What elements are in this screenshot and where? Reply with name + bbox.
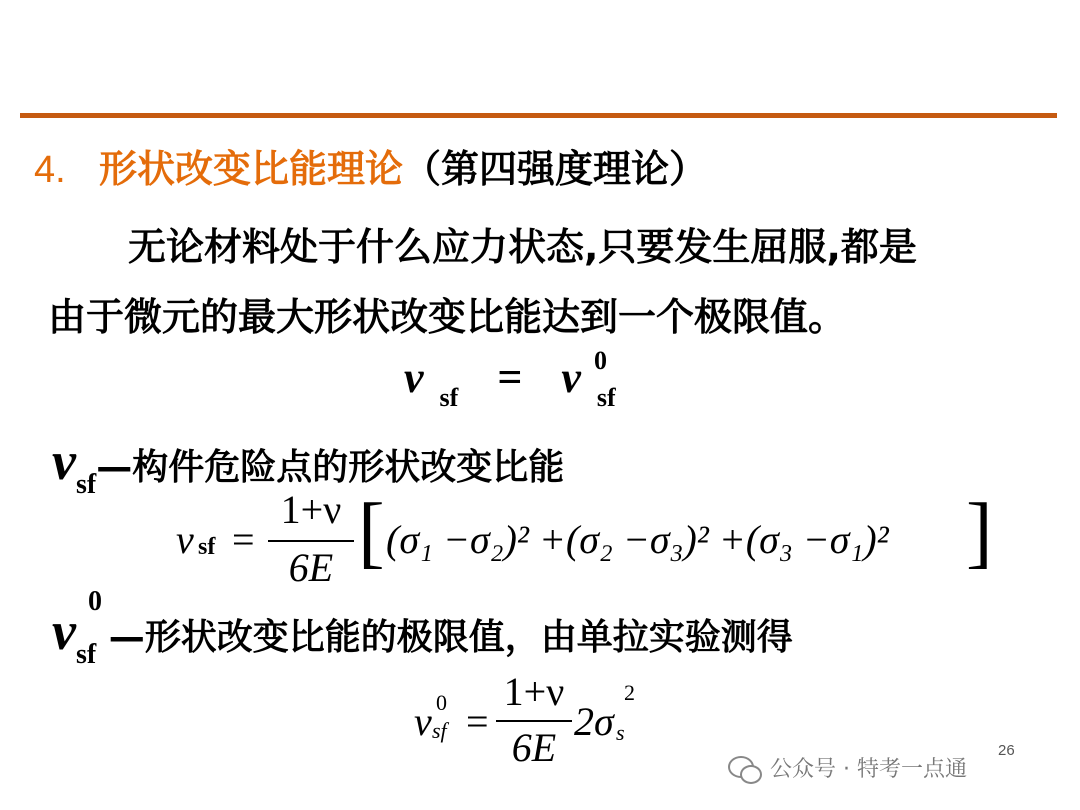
distortion-energy-formula: v sf = 1+ν 6E [ (σ₁ −σ₂)² +(σ₂ −σ₃)² +(σ₃ −σ₁)² ]	[176, 487, 993, 590]
criterion-lhs-subscript: sf	[439, 383, 459, 412]
criterion-rhs-symbol: v	[561, 353, 581, 402]
formula1-denominator: 6E	[288, 545, 334, 590]
def1-symbol: v	[52, 431, 76, 491]
yield-criterion-equation	[404, 346, 616, 412]
page-number: 26	[998, 742, 1015, 759]
watermark	[728, 752, 967, 784]
watermark-text: 公众号 · 特考一点通	[770, 757, 967, 782]
formula2-lhs-superscript: 0	[436, 690, 447, 715]
formula2-lhs-subscript: sf	[432, 718, 447, 743]
body-paragraph	[48, 212, 1048, 352]
def2-text: —形状改变比能的极限值，由单拉实验测得	[108, 617, 793, 658]
section-subtitle: （第四强度理论）	[402, 147, 707, 191]
def1-text: —构件危险点的形状改变比能	[96, 447, 565, 488]
section-title: 形状改变比能理论	[98, 147, 403, 191]
section-heading	[34, 138, 707, 193]
formula2-tail: 2σ	[574, 699, 614, 744]
wechat-icon	[728, 756, 762, 784]
paragraph-line-2: 由于微元的最大形状改变比能达到一个极限值。	[48, 295, 847, 339]
formula1-lhs-subscript: sf	[198, 534, 216, 560]
formula2-lhs: v	[414, 699, 432, 744]
criterion-rhs-superscript: 0	[594, 346, 607, 375]
formula1-lhs: v	[176, 517, 194, 562]
formula2-numerator: 1+ν	[503, 669, 565, 714]
def2-subscript: sf	[75, 639, 97, 670]
criterion-equals: =	[497, 353, 523, 402]
criterion-rhs-subscript: sf	[596, 383, 616, 412]
formula2-tail-subscript: s	[616, 720, 625, 745]
criterion-lhs-symbol: v	[404, 353, 424, 402]
formula2-denominator: 6E	[511, 725, 557, 770]
section-number: 4.	[34, 149, 66, 191]
formula1-bracket-body: (σ₁ −σ₂)² +(σ₂ −σ₃)² +(σ₃ −σ₁)²	[386, 517, 889, 562]
def2-superscript: 0	[88, 586, 102, 617]
definition-vsf	[52, 430, 565, 500]
header-rule	[20, 113, 1057, 118]
formula2-tail-superscript: 2	[624, 680, 635, 705]
def2-symbol: v	[52, 601, 76, 661]
limit-energy-formula: v sf 0 = 1+ν 6E 2σ s 2	[414, 669, 635, 770]
definition-vsf0	[52, 586, 793, 670]
formula1-numerator: 1+ν	[280, 487, 342, 532]
def1-subscript: sf	[75, 469, 97, 500]
paragraph-line-1: 无论材料处于什么应力状态,只要发生屈服,都是	[128, 225, 917, 269]
